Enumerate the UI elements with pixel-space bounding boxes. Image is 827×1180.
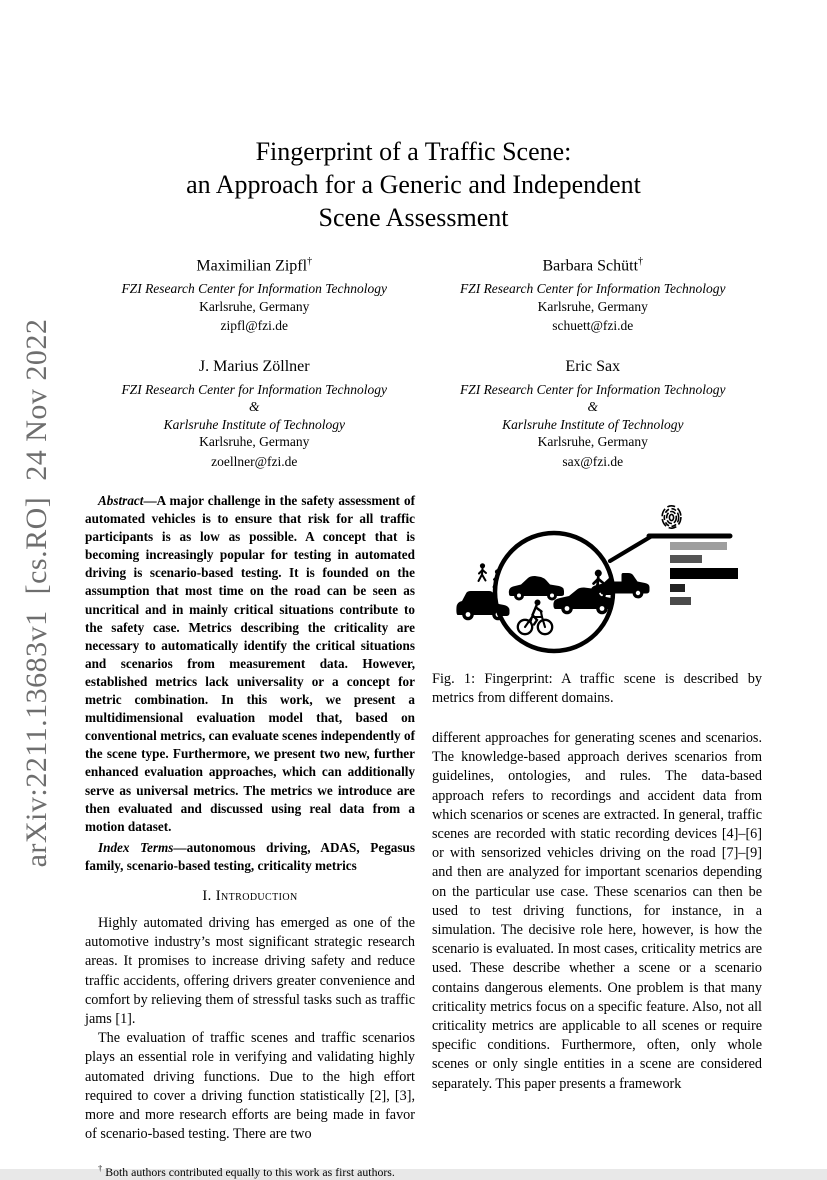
- author-name: Eric Sax: [565, 357, 621, 375]
- title-line-1: Fingerprint of a Traffic Scene:: [255, 137, 572, 167]
- paper-title: [0, 135, 827, 234]
- author-email: zipfl@fzi.de: [220, 318, 289, 334]
- abstract: [85, 492, 415, 836]
- authors-grid: [85, 252, 762, 470]
- dagger-mark: †: [307, 256, 313, 267]
- metric-bar: [670, 597, 691, 605]
- author-affiliation-2: Karlsruhe Institute of Technology: [163, 416, 345, 432]
- figure-caption-text: Fingerprint: A traffic scene is described by metrics from different domains.: [432, 671, 763, 706]
- author-affiliation-amp: &: [587, 399, 598, 415]
- dagger-mark: †: [98, 1163, 103, 1174]
- abstract-text: —A major challenge in the safety assessment of automated vehicles is to ensure that risk for all traffic participants is as low as possible. A concept that is becoming increasingly popular for testing in automated driving is scenario-based testing. It is founded on the assumption that most time on the road can be seen as uncritical and in mainly critical situations contribute to the safety case. Metrics describing the criticality are necessary to automatically identify the critical situations and scenarios from measurement data. However, established metrics lack universality or a concept for metric combination. In this work, we present a multidimensional evaluation model that, based on conventional metrics, can evaluate scenes independently of the scene type. Furthermore, we present two new, further enhanced evaluation approaches, which can additionally serve as universal metrics. The metrics we introduce are then evaluated and discussed using real data from a motion dataset.: [85, 493, 415, 834]
- metric-bar: [670, 568, 738, 579]
- author-affiliation: FZI Research Center for Information Technology: [459, 281, 726, 297]
- abstract-label: Abstract: [98, 493, 144, 508]
- intro-paragraph-2: The evaluation of traffic scenes and traffic scenarios plays an essential role in verifying and validating highly automated driving functions. Due to the high effort required to cover a driving function statistically [2], [3], more and more research efforts are being made in favor of scenario-based testing. There are two: [85, 1030, 415, 1143]
- intro-paragraph-3: different approaches for generating scenes and scenarios. The knowledge-based approach derives scenarios from guidelines, ontologies, and rules. The data-based approach refers to recordings and accident data from which scenarios or scenes are extracted. In general, traffic scenes are recorded with static recording devices [4]–[6] or with sensorized vehicles driving on the road [7]–[9] and then are analyzed for important scenarios depending on the particular use case. These scenarios can then be used to test driving functions, for instance, in a simulation. The decisive role here, however, is how the scenario is evaluated. In most cases, criticality metrics are used. These describe whether a scene or a scenario contains dangerous elements. One problem is that many criticality metrics focus on a specific feature. Also, not all criticality metrics are applicable to all scenes or require specific conditions. Furthermore, often, only whole scenes or only single entities in a scene are considered separately. This paper presents a framework: [432, 730, 762, 1092]
- author-email: zoellner@fzi.de: [211, 453, 298, 469]
- author-city: Karlsruhe, Germany: [199, 434, 310, 450]
- author-name: J. Marius Zöllner: [198, 357, 310, 375]
- intro-paragraph-1: Highly automated driving has emerged as one of the automotive industry’s most significant strategic research areas. It promises to increase driving safety and reduce traffic accidents, offering drivers greater convenience and comfort by relieving them of stressful tasks such as traffic jams [1].: [85, 914, 415, 1027]
- author-affiliation: FZI Research Center for Information Technology: [121, 281, 388, 297]
- author-name: Barbara Schütt†: [542, 256, 644, 275]
- author-name: Maximilian Zipfl†: [196, 256, 313, 275]
- index-terms: [85, 839, 415, 875]
- two-column-body: [85, 492, 762, 1180]
- figure-traffic-scene: [432, 492, 764, 662]
- author-city: Karlsruhe, Germany: [537, 298, 648, 314]
- title-line-3: Scene Assessment: [318, 203, 509, 233]
- author-affiliation: FZI Research Center for Information Technology: [121, 381, 388, 397]
- author-contribution-footnote: † Both authors contributed equally to this work as first authors.: [98, 1163, 395, 1180]
- dagger-mark: †: [638, 256, 644, 267]
- left-column: [85, 492, 415, 1180]
- figure-caption-label: Fig. 1:: [432, 671, 476, 687]
- pedestrian-icon-outer-1: [479, 563, 487, 581]
- metric-bar: [670, 555, 702, 563]
- section-heading-introduction: I. Introduction: [202, 887, 298, 904]
- index-terms-label: Index Terms: [98, 839, 174, 855]
- fingerprint-icon: [662, 506, 681, 528]
- index-terms-text: —autonomous driving, ADAS, Pegasus family, scenario-based testing, criticality metrics: [85, 839, 415, 873]
- author-affiliation-2: Karlsruhe Institute of Technology: [502, 416, 684, 432]
- figure-caption: [432, 670, 762, 708]
- author-block-1: [85, 252, 424, 335]
- arxiv-watermark: arXiv:2211.13683v1 [cs.RO] 24 Nov 2022: [20, 318, 53, 868]
- author-block-4: [424, 357, 763, 471]
- author-block-2: [424, 252, 763, 335]
- author-city: Karlsruhe, Germany: [537, 434, 648, 450]
- author-affiliation: FZI Research Center for Information Technology: [459, 381, 726, 397]
- metric-bar: [670, 542, 727, 550]
- title-line-2: an Approach for a Generic and Independent: [186, 170, 641, 200]
- author-city: Karlsruhe, Germany: [199, 298, 310, 314]
- author-affiliation-amp: &: [248, 399, 260, 415]
- author-email: sax@fzi.de: [562, 453, 624, 469]
- author-email: schuett@fzi.de: [552, 318, 634, 334]
- author-block-3: [85, 357, 424, 471]
- metric-bars: [670, 542, 738, 610]
- metric-bar: [670, 584, 685, 592]
- right-column: [432, 492, 762, 1180]
